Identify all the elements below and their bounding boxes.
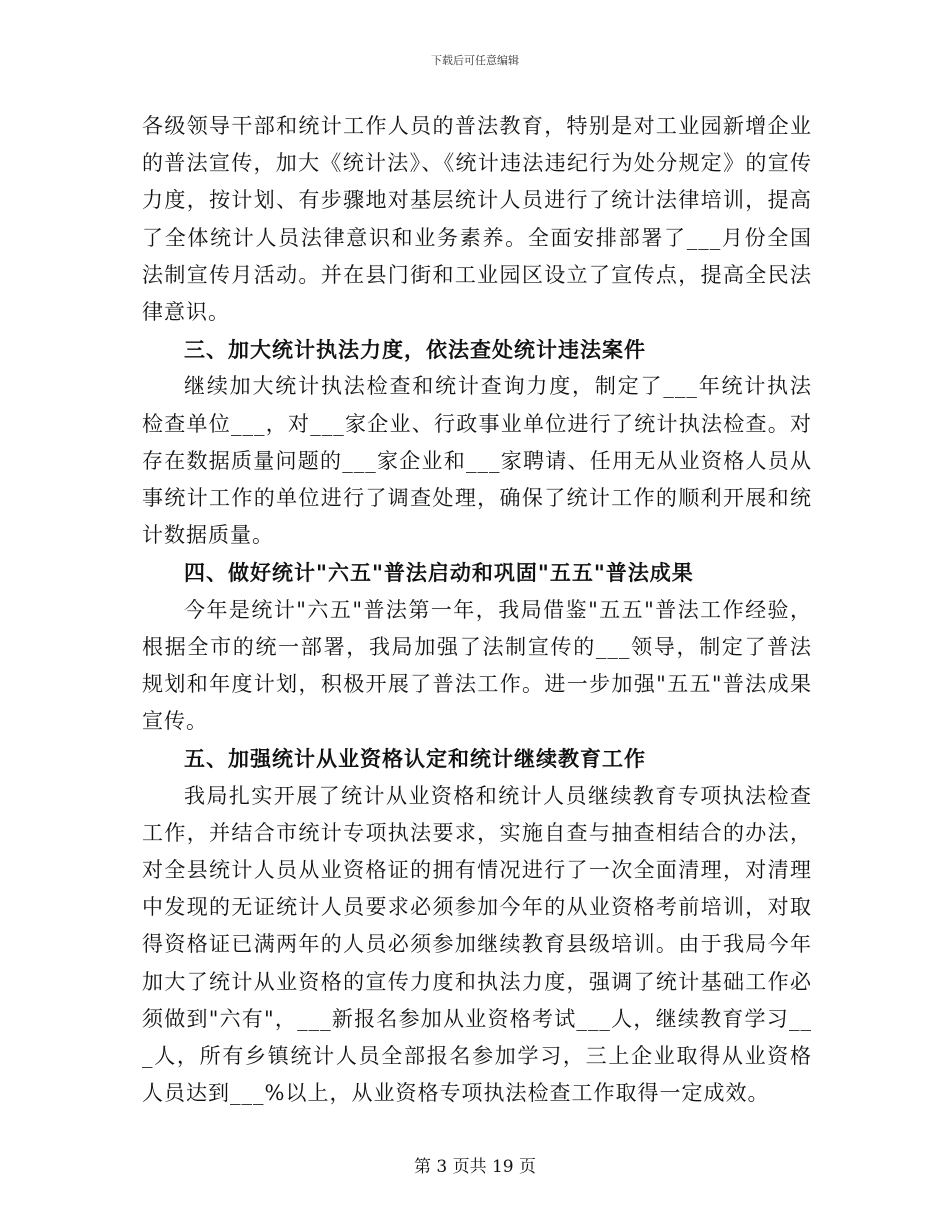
page-header: 下载后可任意编辑 [431, 54, 519, 67]
paragraph-qualification-education: 我局扎实开展了统计从业资格和统计人员继续教育专项执法检查工作，并结合市统计专项执法要求，实施自查与抽查相结合的办法，对全县统计人员从业资格证的拥有情况进行了一次全面清理，对清理中发现的无证统计人员要求必须参加今年的从业资格考前培训，对取得资格证已满两年的人员必须参加继续教育县级培训。由于我局今年加大了统计从业资格的宣传力度和执法力度，强调了统计基础工作必须做到"六有"，___新报名参加从业资格考试___人，继续教育学习___人，所有乡镇统计人员全部报名参加学习，三上企业取得从业资格人员达到___%以上，从业资格专项执法检查工作取得一定成效。 [142, 783, 812, 1106]
paragraph-legal-popularization: 今年是统计"六五"普法第一年，我局借鉴"五五"普法工作经验，根据全市的统一部署，我局加强了法制宣传的___领导，制定了普法规划和年度计划，积极开展了普法工作。进一步加强"五五"普法成果宣传。 [142, 597, 812, 734]
section-heading-3: 三、加大统计执法力度，依法查处统计违法案件 [184, 337, 646, 363]
section-heading-4: 四、做好统计"六五"普法启动和巩固"五五"普法成果 [184, 560, 694, 586]
paragraph-legal-education: 各级领导干部和统计工作人员的普法教育，特别是对工业园新增企业的普法宣传，加大《统计法》、《统计违法违纪行为处分规定》的宣传力度，按计划、有步骤地对基层统计人员进行了统计法律培训，提高了全体统计人员法律意识和业务素养。全面安排部署了___月份全国法制宣传月活动。并在县门街和工业园区设立了宣传点，提高全民法律意识。 [142, 114, 812, 325]
paragraph-law-enforcement: 继续加大统计执法检查和统计查询力度，制定了___年统计执法检查单位___，对___家企业、行政事业单位进行了统计执法检查。对存在数据质量问题的___家企业和___家聘请、任用无从业资格人员从事统计工作的单位进行了调查处理，确保了统计工作的顺利开展和统计数据质量。 [142, 374, 812, 548]
section-heading-5: 五、加强统计从业资格认定和统计继续教育工作 [184, 746, 646, 772]
document-body [142, 108, 812, 1112]
page-footer: 第 3 页共 19 页 [413, 1157, 537, 1177]
